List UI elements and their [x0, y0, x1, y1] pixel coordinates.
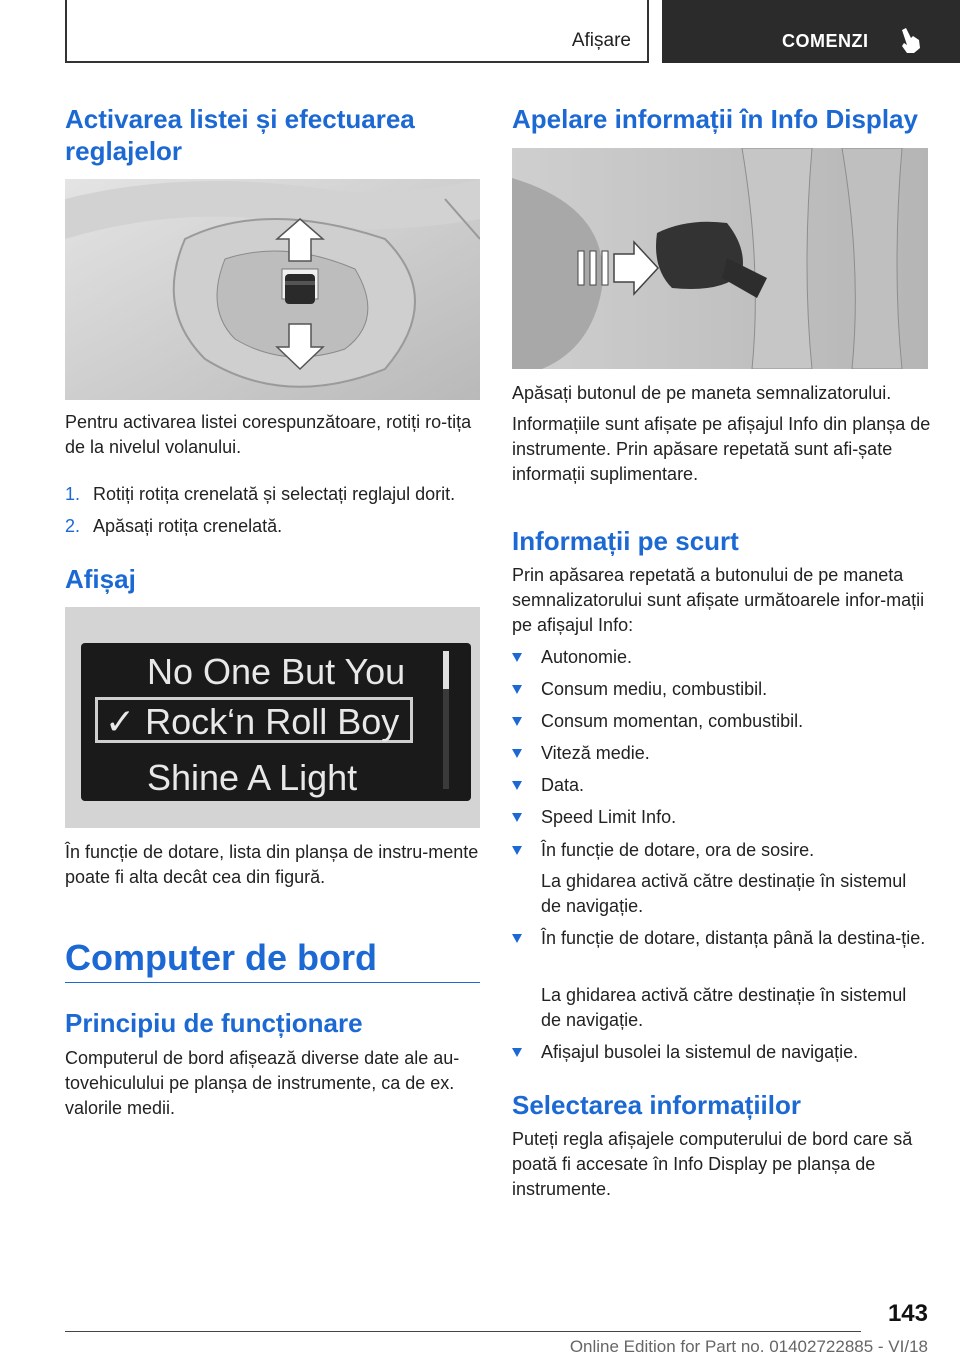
list-item-text: În funcție de dotare, ora de sosire. — [541, 840, 815, 860]
hand-pointer-icon — [896, 26, 924, 54]
heading-info-pe-scurt: Informații pe scurt — [512, 526, 739, 556]
heading-computer-de-bord: Computer de bord — [65, 937, 377, 978]
paragraph-principiu: Computerul de bord afișează diverse date ale au-tovehiculului pe planșa de instrumente, ca de ex. valorile medii. — [65, 1048, 460, 1118]
step-number: 1. — [65, 484, 81, 504]
list-item-text: Consum mediu, combustibil. — [541, 679, 768, 699]
display-scrollbar-thumb — [443, 651, 449, 689]
turn-signal-lever-image — [512, 148, 928, 369]
heading-underline — [65, 982, 480, 983]
heading-afisaj: Afișaj — [65, 564, 136, 594]
header-chapter-label: COMENZI — [782, 31, 869, 51]
list-item-text: Autonomie. — [541, 647, 633, 667]
step-text: Apăsați rotița crenelată. — [93, 516, 283, 536]
list-item-text: Speed Limit Info. — [541, 807, 677, 827]
triangle-bullet-icon — [512, 813, 522, 822]
instrument-display-list-image — [65, 607, 480, 828]
triangle-bullet-icon — [512, 653, 522, 662]
step-item — [65, 514, 480, 539]
page-number: 143 — [887, 1300, 928, 1327]
heading-principiu: Principiu de funcționare — [65, 1008, 363, 1038]
list-item-text: Afișajul busolei la sistemul de navigație. — [541, 1042, 859, 1062]
steering-wheel-thumbwheel-image — [65, 179, 480, 400]
triangle-bullet-icon — [512, 749, 522, 758]
header-section-box — [65, 0, 649, 63]
heading-list-settings: Activarea listei și efectuarea reglajelor — [65, 104, 415, 166]
display-item: Shine A Light — [147, 757, 358, 798]
triangle-bullet-icon — [512, 934, 522, 943]
paragraph-apelare-2: Informațiile sunt afișate pe afișajul Info din planșa de instrumente. Prin apăsare repetată sunt afi-șate informații suplimentare. — [512, 414, 931, 484]
header-chapter-tab — [662, 0, 960, 63]
triangle-bullet-icon — [512, 1048, 522, 1057]
list-item-text: Viteză medie. — [541, 743, 650, 763]
footer-edition: Online Edition for Part no. 01402722885 - VI/18 — [569, 1337, 928, 1356]
step-item — [65, 482, 480, 507]
list-item-text: În funcție de dotare, distanța până la destina-ție. — [541, 928, 926, 948]
paragraph-afisaj: În funcție de dotare, lista din planșa de instru-mente poate fi alta decât cea din figură. — [65, 842, 479, 887]
list-item-text: Data. — [541, 775, 585, 795]
list-item-note: La ghidarea activă către destinație în sistemul de navigație. — [541, 985, 907, 1030]
step-text: Rotiți rotița crenelată și selectați reglajul dorit. — [93, 484, 456, 504]
paragraph-selectarea: Puteți regla afișajele computerului de bord care să poată fi accesate în Info Display pe planșa de instrumente. — [512, 1129, 913, 1199]
display-item-selected: ✓ Rock‘n Roll Boy — [105, 701, 400, 742]
paragraph-info-pe-scurt: Prin apăsarea repetată a butonului de pe maneta semnalizatorului sunt afișate următoarele infor-mații pe afișajul Info: — [512, 565, 925, 635]
step-number: 2. — [65, 516, 81, 536]
display-item: No One But You — [147, 651, 406, 692]
paragraph-apelare-1: Apăsați butonul de pe maneta semnalizatorului. — [512, 383, 892, 403]
list-item-text: Consum momentan, combustibil. — [541, 711, 804, 731]
triangle-bullet-icon — [512, 781, 522, 790]
footer-rule — [65, 1331, 861, 1332]
triangle-bullet-icon — [512, 846, 522, 855]
list-item-note: La ghidarea activă către destinație în sistemul de navigație. — [541, 871, 907, 916]
triangle-bullet-icon — [512, 685, 522, 694]
paragraph-list-intro: Pentru activarea listei corespunzătoare, rotiți ro-tița de la nivelul volanului. — [65, 412, 472, 457]
header-section-title: Afișare — [571, 30, 631, 51]
heading-selectarea: Selectarea informațiilor — [512, 1090, 801, 1120]
heading-apelare: Apelare informații în Info Display — [512, 104, 918, 134]
triangle-bullet-icon — [512, 717, 522, 726]
